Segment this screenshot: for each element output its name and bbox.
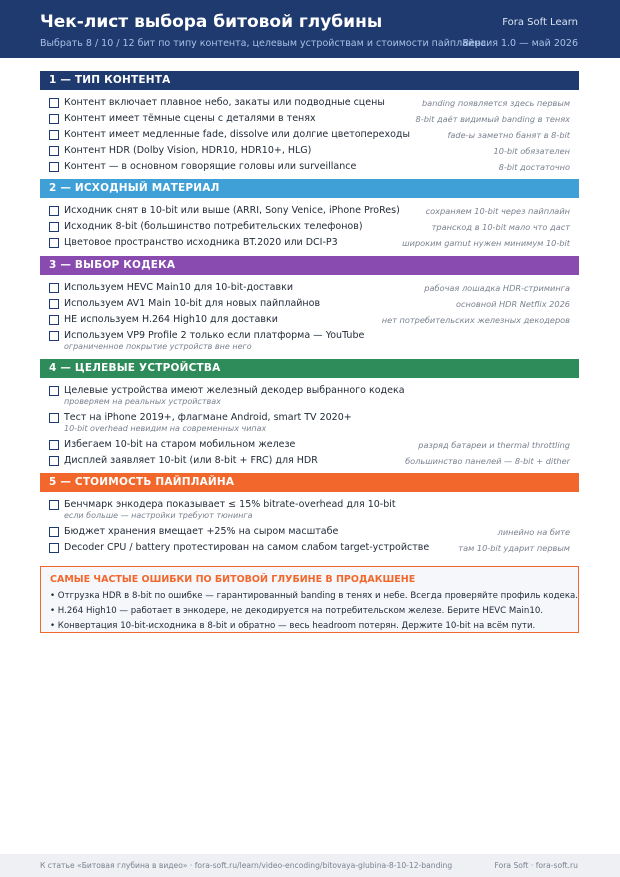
item-text: Исходник 8-bit (большинство потребительских телефонов): [64, 221, 363, 232]
item-note: там 10-bit ударит первым: [458, 543, 570, 553]
item-text: НЕ используем H.264 High10 для доставки: [64, 314, 278, 325]
item-note: рабочая лошадка HDR-стриминга: [424, 283, 570, 293]
checkbox[interactable]: [49, 456, 59, 466]
mistake-item: • Отгрузка HDR в 8-bit по ошибке — гарантированный banding в тенях и небе. Всегда проверяйте профиль кодека.: [50, 591, 579, 601]
checklist-item: [40, 111, 579, 127]
item-text: Дисплей заявляет 10-bit (или 8-bit + FRC) для HDR: [64, 455, 318, 466]
item-subnote: ограниченное покрытие устройств вне него: [64, 342, 252, 351]
page-header: [0, 0, 620, 58]
item-note: разряд батареи и thermal throttling: [418, 440, 570, 450]
item-text: Контент имеет медленные fade, dissolve или долгие цветопереходы: [64, 129, 410, 140]
checklist-item: [40, 453, 579, 469]
item-note: fade-ы заметно банят в 8-bit: [447, 130, 570, 140]
page-subtitle: Выбрать 8 / 10 / 12 бит по типу контента, целевым устройствам и стоимости пайплайна: [40, 38, 487, 49]
checkbox[interactable]: [49, 315, 59, 325]
item-text: Бюджет хранения вмещает +25% на сыром масштабе: [64, 526, 339, 537]
checklist-item: [40, 437, 579, 453]
item-text: Используем VP9 Profile 2 только если платформа — YouTube: [64, 330, 365, 341]
item-note: большинство панелей — 8-bit + dither: [405, 456, 570, 466]
checklist-item: [40, 143, 579, 159]
item-subnote: проверяем на реальных устройствах: [64, 397, 221, 406]
item-note: сохраняем 10-bit через пайплайн: [425, 206, 570, 216]
section-codec-choice: [40, 256, 579, 355]
item-note: широким gamut нужен минимум 10-bit: [402, 238, 570, 248]
item-text: Контент HDR (Dolby Vision, HDR10, HDR10+, HLG): [64, 145, 312, 156]
checkbox[interactable]: [49, 130, 59, 140]
item-text: Decoder CPU / battery протестирован на самом слабом target-устройстве: [64, 542, 430, 553]
checkbox[interactable]: [49, 543, 59, 553]
item-note: нет потребительских железных декодеров: [381, 315, 570, 325]
checkbox[interactable]: [49, 238, 59, 248]
checkbox[interactable]: [49, 146, 59, 156]
checklist-item: [40, 219, 579, 235]
item-text: Контент — в основном говорящие головы или surveillance: [64, 161, 357, 172]
mistake-item: • H.264 High10 — работает в энкодере, не декодируется на потребительском железе. Берите HEVC Main10.: [50, 606, 544, 616]
checklist-item: [40, 383, 579, 410]
item-text: Используем AV1 Main 10-bit для новых пайплайнов: [64, 298, 321, 309]
section-header: 3 — ВЫБОР КОДЕКА: [40, 256, 579, 275]
item-note: основной HDR Netflix 2026: [456, 299, 570, 309]
checkbox[interactable]: [49, 299, 59, 309]
item-subnote: если больше — настройки требуют тюнинга: [64, 511, 253, 520]
item-text: Цветовое пространство исходника BT.2020 или DCI-P3: [64, 237, 338, 248]
item-text: Избегаем 10-bit на старом мобильном железе: [64, 439, 296, 450]
checklist-item: [40, 524, 579, 540]
checkbox[interactable]: [49, 162, 59, 172]
mistake-item: • Конвертация 10-bit-исходника в 8-bit и обратно — весь headroom потерян. Держите 10-bit на всём пути.: [50, 621, 536, 631]
item-note: линейно на бите: [497, 527, 570, 537]
section-header: 4 — ЦЕЛЕВЫЕ УСТРОЙСТВА: [40, 359, 579, 378]
version-label: Версия 1.0 — май 2026: [462, 38, 578, 49]
checkbox[interactable]: [49, 98, 59, 108]
footer-brand: Fora Soft · fora-soft.ru: [494, 861, 578, 870]
checkbox[interactable]: [49, 283, 59, 293]
checklist-item: [40, 540, 579, 556]
item-note: banding появляется здесь первым: [421, 98, 570, 108]
checklist-item: [40, 95, 579, 111]
item-text: Бенчмарк энкодера показывает ≤ 15% bitrate-overhead для 10-bit: [64, 499, 396, 510]
checklist-item: [40, 410, 579, 437]
checklist-item: [40, 235, 579, 251]
page-title: Чек-лист выбора битовой глубины: [40, 12, 383, 32]
footer-article-link[interactable]: К статье «Битовая глубина в видео» · fora-soft.ru/learn/video-encoding/bitovaya-glubina-8-10-12-banding: [40, 861, 453, 870]
item-note: транскод в 10-bit мало что даст: [431, 222, 570, 232]
section-content-type: [40, 71, 579, 175]
checkbox[interactable]: [49, 222, 59, 232]
section-pipeline-cost: [40, 473, 579, 556]
item-text: Контент имеет тёмные сцены с деталями в тенях: [64, 113, 316, 124]
page-footer: [0, 854, 620, 877]
checkbox[interactable]: [49, 386, 59, 396]
checklist-item: [40, 280, 579, 296]
brand-label: Fora Soft Learn: [502, 17, 578, 28]
item-text: Контент включает плавное небо, закаты или подводные сцены: [64, 97, 385, 108]
section-header: 1 — ТИП КОНТЕНТА: [40, 71, 579, 90]
checklist-item: [40, 312, 579, 328]
checkbox[interactable]: [49, 206, 59, 216]
item-subnote: 10-bit overhead невидим на современных чипах: [64, 424, 267, 433]
common-mistakes-box: [40, 566, 579, 633]
item-text: Используем HEVC Main10 для 10-bit-доставки: [64, 282, 293, 293]
item-text: Тест на iPhone 2019+, флагмане Android, smart TV 2020+: [64, 412, 352, 423]
checklist-item: [40, 497, 579, 524]
item-text: Целевые устройства имеют железный декодер выбранного кодека: [64, 385, 405, 396]
item-text: Исходник снят в 10-bit или выше (ARRI, Sony Venice, iPhone ProRes): [64, 205, 400, 216]
checkbox[interactable]: [49, 527, 59, 537]
section-header: 2 — ИСХОДНЫЙ МАТЕРИАЛ: [40, 179, 579, 198]
mistakes-title: САМЫЕ ЧАСТЫЕ ОШИБКИ ПО БИТОВОЙ ГЛУБИНЕ В ПРОДАКШЕНЕ: [50, 574, 416, 585]
item-note: 10-bit обязателен: [493, 146, 570, 156]
checklist-item: [40, 203, 579, 219]
section-header: 5 — СТОИМОСТЬ ПАЙПЛАЙНА: [40, 473, 579, 492]
checklist-item: [40, 127, 579, 143]
checkbox[interactable]: [49, 440, 59, 450]
section-source-material: [40, 179, 579, 251]
section-target-devices: [40, 359, 579, 469]
checkbox[interactable]: [49, 413, 59, 423]
item-note: 8-bit даёт видимый banding в тенях: [415, 114, 570, 124]
checklist-item: [40, 159, 579, 175]
checkbox[interactable]: [49, 114, 59, 124]
checkbox[interactable]: [49, 500, 59, 510]
checklist-item: [40, 296, 579, 312]
checkbox[interactable]: [49, 331, 59, 341]
item-note: 8-bit достаточно: [498, 162, 570, 172]
checklist-item: [40, 328, 579, 355]
